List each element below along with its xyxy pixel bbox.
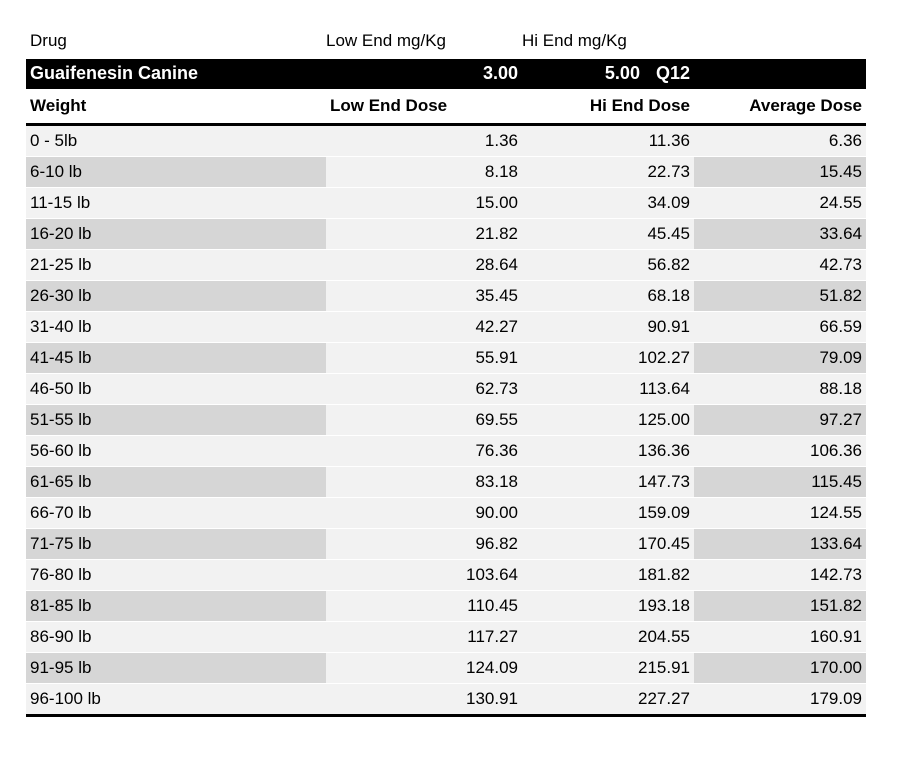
cell-weight: 21-25 lb (26, 250, 326, 281)
cell-hi-end-dose: 113.64 (522, 374, 694, 405)
cell-weight: 66-70 lb (26, 498, 326, 529)
cell-hi-end-dose: 193.18 (522, 591, 694, 622)
column-header-row (26, 89, 866, 125)
cell-hi-end-dose: 170.45 (522, 529, 694, 560)
cell-hi-end-dose: 125.00 (522, 405, 694, 436)
table-row (26, 529, 866, 560)
cell-weight: 61-65 lb (26, 467, 326, 498)
cell-hi-end-dose: 11.36 (522, 125, 694, 157)
cell-low-end-dose: 62.73 (326, 374, 522, 405)
table-row (26, 653, 866, 684)
table-body (26, 125, 866, 716)
table-row (26, 591, 866, 622)
table-row (26, 250, 866, 281)
cell-weight: 11-15 lb (26, 188, 326, 219)
cell-average-dose: 33.64 (694, 219, 866, 250)
cell-average-dose: 124.55 (694, 498, 866, 529)
table-row (26, 188, 866, 219)
cell-hi-end-dose: 181.82 (522, 560, 694, 591)
cell-low-end-dose: 42.27 (326, 312, 522, 343)
cell-hi-end-dose: 204.55 (522, 622, 694, 653)
cell-low-end-dose: 35.45 (326, 281, 522, 312)
cell-average-dose: 24.55 (694, 188, 866, 219)
cell-average-dose: 133.64 (694, 529, 866, 560)
table-row (26, 219, 866, 250)
cell-average-dose: 42.73 (694, 250, 866, 281)
cell-average-dose: 106.36 (694, 436, 866, 467)
cell-low-end-dose: 124.09 (326, 653, 522, 684)
table-row (26, 157, 866, 188)
table-row (26, 312, 866, 343)
hi-end-unit-label: Hi End mg/Kg (522, 31, 627, 50)
cell-average-dose: 170.00 (694, 653, 866, 684)
drug-name-band (26, 59, 866, 89)
cell-low-end-dose: 103.64 (326, 560, 522, 591)
cell-weight: 41-45 lb (26, 343, 326, 374)
cell-hi-end-dose: 147.73 (522, 467, 694, 498)
cell-low-end-dose: 76.36 (326, 436, 522, 467)
cell-weight: 71-75 lb (26, 529, 326, 560)
cell-weight: 86-90 lb (26, 622, 326, 653)
cell-weight: 46-50 lb (26, 374, 326, 405)
cell-low-end-dose: 69.55 (326, 405, 522, 436)
cell-hi-end-dose: 22.73 (522, 157, 694, 188)
table-row (26, 498, 866, 529)
cell-average-dose: 160.91 (694, 622, 866, 653)
column-header-average-dose: Average Dose (694, 89, 866, 125)
cell-average-dose: 151.82 (694, 591, 866, 622)
column-header-hi-end-dose: Hi End Dose (522, 89, 694, 125)
cell-average-dose: 142.73 (694, 560, 866, 591)
cell-weight: 16-20 lb (26, 219, 326, 250)
cell-low-end-dose: 83.18 (326, 467, 522, 498)
table-header (26, 28, 866, 125)
table-row (26, 405, 866, 436)
cell-hi-end-dose: 56.82 (522, 250, 694, 281)
dosing-table (26, 28, 866, 717)
table-row (26, 343, 866, 374)
cell-weight: 31-40 lb (26, 312, 326, 343)
drug-hi-end-mgkg-and-frequency (522, 59, 694, 89)
cell-low-end-dose: 90.00 (326, 498, 522, 529)
table-row (26, 281, 866, 312)
cell-average-dose: 97.27 (694, 405, 866, 436)
cell-low-end-dose: 117.27 (326, 622, 522, 653)
table-row (26, 374, 866, 405)
cell-average-dose: 51.82 (694, 281, 866, 312)
column-header-weight: Weight (26, 89, 326, 125)
cell-low-end-dose: 130.91 (326, 684, 522, 716)
cell-hi-end-dose: 68.18 (522, 281, 694, 312)
cell-low-end-dose: 28.64 (326, 250, 522, 281)
cell-hi-end-dose: 136.36 (522, 436, 694, 467)
cell-average-dose: 88.18 (694, 374, 866, 405)
cell-hi-end-dose: 159.09 (522, 498, 694, 529)
cell-low-end-dose: 8.18 (326, 157, 522, 188)
table-row (26, 684, 866, 716)
cell-hi-end-dose: 34.09 (522, 188, 694, 219)
unit-header-spacer (694, 28, 866, 59)
cell-weight: 81-85 lb (26, 591, 326, 622)
drug-band-spacer (694, 59, 866, 89)
drug-hi-end-mgkg: 5.00 (604, 63, 640, 83)
cell-weight: 96-100 lb (26, 684, 326, 716)
drug-label: Drug (30, 31, 67, 50)
table-row (26, 467, 866, 498)
cell-average-dose: 6.36 (694, 125, 866, 157)
cell-average-dose: 66.59 (694, 312, 866, 343)
cell-hi-end-dose: 215.91 (522, 653, 694, 684)
cell-low-end-dose: 55.91 (326, 343, 522, 374)
table-row (26, 622, 866, 653)
cell-average-dose: 115.45 (694, 467, 866, 498)
cell-weight: 76-80 lb (26, 560, 326, 591)
cell-average-dose: 79.09 (694, 343, 866, 374)
cell-low-end-dose: 15.00 (326, 188, 522, 219)
table-row (26, 125, 866, 157)
cell-hi-end-dose: 45.45 (522, 219, 694, 250)
cell-weight: 0 - 5lb (26, 125, 326, 157)
cell-weight: 6-10 lb (26, 157, 326, 188)
drug-low-end-mgkg: 3.00 (326, 59, 522, 89)
cell-weight: 51-55 lb (26, 405, 326, 436)
table-row (26, 436, 866, 467)
unit-header-row (26, 28, 866, 59)
cell-low-end-dose: 21.82 (326, 219, 522, 250)
cell-hi-end-dose: 227.27 (522, 684, 694, 716)
drug-frequency: Q12 (655, 63, 690, 83)
table-row (26, 560, 866, 591)
cell-average-dose: 15.45 (694, 157, 866, 188)
cell-weight: 91-95 lb (26, 653, 326, 684)
cell-weight: 26-30 lb (26, 281, 326, 312)
dosing-chart-page (0, 28, 901, 772)
low-end-unit-label: Low End mg/Kg (326, 31, 447, 50)
column-header-low-end-dose: Low End Dose (326, 89, 522, 125)
drug-name: Guaifenesin Canine (26, 59, 326, 89)
cell-hi-end-dose: 90.91 (522, 312, 694, 343)
cell-hi-end-dose: 102.27 (522, 343, 694, 374)
cell-low-end-dose: 110.45 (326, 591, 522, 622)
cell-low-end-dose: 96.82 (326, 529, 522, 560)
cell-low-end-dose: 1.36 (326, 125, 522, 157)
cell-weight: 56-60 lb (26, 436, 326, 467)
cell-average-dose: 179.09 (694, 684, 866, 716)
